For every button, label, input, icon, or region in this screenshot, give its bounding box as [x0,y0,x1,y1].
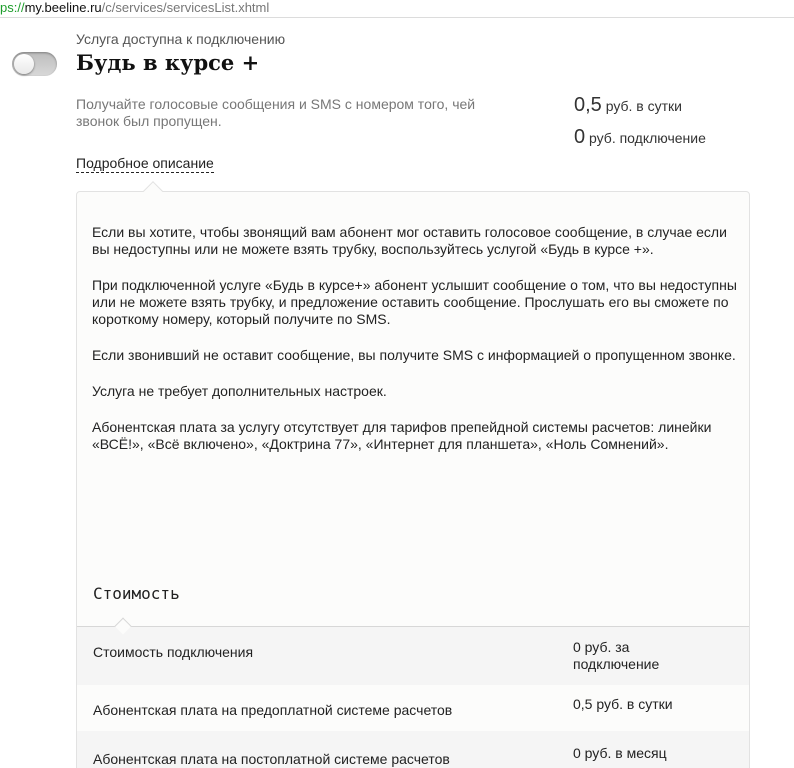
price-daily-unit: руб. в сутки [601,98,682,114]
url-scheme: ps:// [0,0,25,15]
service-toggle-switch[interactable] [12,52,57,76]
service-availability-status: Услуга доступна к подключению [76,31,286,47]
cost-row-value: 0 руб. в месяц [573,745,667,761]
url-path: /c/services/servicesList.xhtml [101,0,270,15]
service-description: Получайте голосовые сообщения и SMS с номером того, чей звонок был пропущен. [76,96,476,129]
address-bar[interactable] [0,0,794,18]
price-daily [574,94,682,117]
table-row [77,685,749,731]
cost-row-value: 0 руб. за подключение [573,639,660,672]
table-row [77,731,749,768]
toggle-knob [14,54,34,74]
cost-row-label: Стоимость подключения [93,644,254,660]
details-paragraph: Услуга не требует дополнительных настроек. [92,383,387,399]
cost-table-top-border [77,626,749,627]
price-connection [574,126,706,149]
table-row [77,627,749,685]
details-paragraph: При подключенной услуге «Будь в курсе+» абонент услышит сообщение о том, что вы недоступны или не можете взять трубку, и предложение оставить сообщение. Прослушать его вы сможете по короткому номеру, который получите по SMS. [92,277,737,327]
cost-section-heading: Стоимость [93,584,180,603]
url-host: my.beeline.ru [24,0,102,15]
details-body [92,224,738,472]
cost-row-label: Абонентская плата на предоплатной системе расчетов [93,702,453,718]
price-connection-value: 0 [574,126,586,148]
price-connection-unit: руб. подключение [585,130,706,146]
cost-row-value: 0,5 руб. в сутки [573,696,673,712]
service-title: Будь в курсе + [76,50,260,75]
price-daily-value: 0,5 [574,94,602,116]
details-paragraph: Если вы хотите, чтобы звонящий вам абонент мог оставить голосовое сообщение, в случае если вы недоступны или не можете взять трубку, воспользуйтесь услугой «Будь в курсе +». [92,224,727,257]
details-paragraph: Абонентская плата за услугу отсутствует для тарифов препейдной системы расчетов: линейки «ВСЁ!», «Всё включено», «Доктрина 77», «Интернет для планшета», «Ноль Сомнений». [92,419,712,452]
detailed-description-link[interactable]: Подробное описание [76,155,214,171]
cost-row-label: Абонентская плата на постоплатной системе расчетов [93,751,450,767]
details-paragraph: Если звонивший не оставит сообщение, вы получите SMS с информацией о пропущенном звонке. [92,347,736,363]
